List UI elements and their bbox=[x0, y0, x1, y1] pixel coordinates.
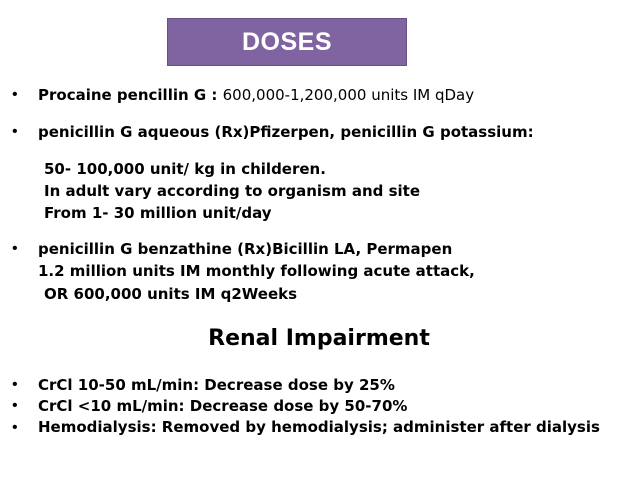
bullet-marker: • bbox=[12, 397, 18, 414]
renal-item: Hemodialysis: Removed by hemodialysis; administer after dialysis bbox=[38, 418, 600, 436]
page-title: DOSES bbox=[241, 27, 333, 56]
renal-item: CrCl 10-50 mL/min: Decrease dose by 25% bbox=[38, 376, 395, 394]
renal-item: CrCl <10 mL/min: Decrease dose by 50-70% bbox=[38, 397, 408, 415]
dose-item-aqueous: penicillin G aqueous (Rx)Pfizerpen, penicillin G potassium: bbox=[38, 123, 534, 141]
bullet-marker: • bbox=[12, 123, 18, 140]
dose-item-procaine bbox=[38, 86, 474, 104]
dose-item-procaine-label: Procaine pencillin G : bbox=[38, 86, 223, 104]
dose-subline: 1.2 million units IM monthly following acute attack, bbox=[38, 262, 475, 280]
dose-item-procaine-value: 600,000-1,200,000 units IM qDay bbox=[222, 86, 475, 104]
section-heading-renal: Renal Impairment bbox=[208, 326, 430, 351]
dose-item-benzathine: penicillin G benzathine (Rx)Bicillin LA, Permapen bbox=[38, 240, 453, 258]
bullet-marker: • bbox=[12, 86, 18, 103]
dose-subline: From 1- 30 million unit/day bbox=[44, 204, 272, 222]
bullet-marker: • bbox=[12, 419, 18, 436]
dose-subline: 50- 100,000 unit/ kg in childeren. bbox=[44, 160, 326, 178]
dose-subline: In adult vary according to organism and site bbox=[44, 182, 421, 200]
dose-subline: OR 600,000 units IM q2Weeks bbox=[44, 285, 298, 303]
title-banner bbox=[167, 18, 407, 66]
bullet-marker: • bbox=[12, 376, 18, 393]
bullet-marker: • bbox=[12, 240, 18, 257]
